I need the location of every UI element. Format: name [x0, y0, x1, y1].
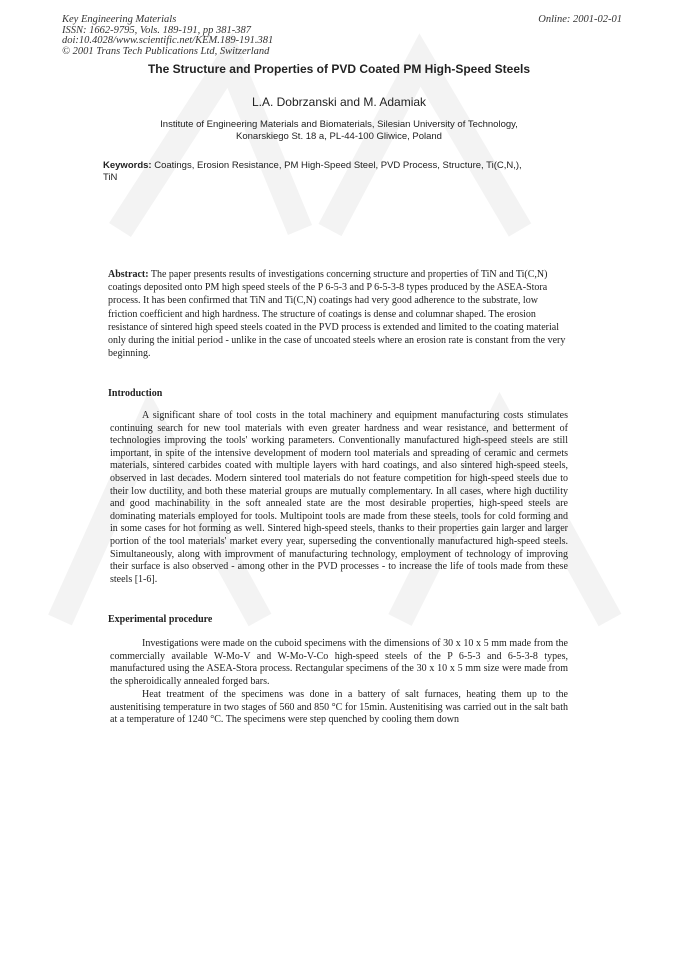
abstract	[108, 268, 568, 360]
keywords	[103, 160, 523, 184]
experimental-heading: Experimental procedure	[108, 614, 213, 625]
experimental-paragraph-1: Investigations were made on the cuboid specimens with the dimensions of 30 x 10 x 5 mm made from the commercially available W-Mo-V and W-Mo-V-Co high-speed steels of the P 6-5-3 and 6-5-3-8 types, manufactured using the ASEA-Stora process. Rectangular specimens of the 30 x 10 x 5 mm size were made from the spheroidically annealed forged bars.	[110, 638, 568, 687]
affiliation-line-1: Institute of Engineering Materials and Biomaterials, Silesian University of Technology,	[160, 119, 518, 130]
doi-line[interactable]: doi:10.4028/www.scientific.net/KEM.189-191.381	[62, 35, 274, 46]
paper-title: The Structure and Properties of PVD Coated PM High-Speed Steels	[147, 62, 531, 76]
introduction-paragraph: A significant share of tool costs in the total machinery and equipment manufacturing costs stimulates continuing search for new tool materials with even greater hardness and wear resistance, and betterment of technologies improving the tools' working parameters. Conventionally manufactured high-speed steels are still important, in spite of the intensive development of modern tool materials and spreading of ceramic and cermets materials, sintered carbides coated with multiple layers with hard coatings, and also sintered high-speed steels, observed in last decades. Modern sintered tool materials do not feature competition for high-speed steels due to their low ductility, and both these material groups are mutually complementary. In all cases, where high ductility and good machinability in the soft annealed state are the most desirable properties, high-speed steels are dominating materials employed for tools. Multipoint tools are made from these steels, tools for cold forming and in some cases for hot forming as well. Sintered high-speed steels, thanks to their properties gain larger and larger portion of the tool materials' market every year, superseding the conventionally manufactured high-speed steels. Simultaneously, along with improvment of manufacturing technology, employment of technology of improving their surface is also observed - among other in the PVD processes - to increase the life of tools made from these steels [1-6].	[110, 410, 568, 585]
keywords-text: Coatings, Erosion Resistance, PM High-Speed Steel, PVD Process, Structure, Ti(C,N,), TiN	[103, 160, 522, 183]
journal-name: Key Engineering Materials	[62, 14, 177, 25]
affiliation	[0, 119, 678, 143]
affiliation-line-2: Konarskiego St. 18 a, PL-44-100 Gliwice, Poland	[236, 131, 442, 142]
abstract-text: The paper presents results of investigations concerning structure and properties of TiN and Ti(C,N) coatings deposited onto PM high speed steels of the P 6-5-3 and P 6-5-3-8 types produced by the ASEA-Stora process. It has been confirmed that TiN and Ti(C,N) coatings had very good adherence to the substrate, low friction coefficient and high hardness. The structure of coatings is dense and columnar shaped. The erosion resistance of sintered high speed steels coated in the PVD process is extended and limited to the coating material only during the initial period - unlike in the case of uncoated steels where an erosion rate is constant from the very beginning.	[108, 269, 566, 360]
keywords-label: Keywords:	[103, 160, 152, 171]
copyright-line: © 2001 Trans Tech Publications Ltd, Switzerland	[62, 45, 270, 57]
issn-line: ISSN: 1662-9795, Vols. 189-191, pp 381-387	[62, 24, 251, 36]
experimental-paragraph-2: Heat treatment of the specimens was done in a battery of salt furnaces, heating them up to the austenitising temperature in two stages of 560 and 850 °C for 15min. Austenitising was carried out in the salt bath at a temperature of 1240 °C. The specimens were step quenched by cooling them down	[110, 689, 568, 726]
abstract-label: Abstract:	[108, 269, 149, 280]
online-date: Online: 2001-02-01	[538, 14, 622, 25]
journal-header	[62, 15, 622, 57]
introduction-heading: Introduction	[108, 388, 163, 399]
paper-authors: L.A. Dobrzanski and M. Adamiak	[251, 95, 427, 109]
